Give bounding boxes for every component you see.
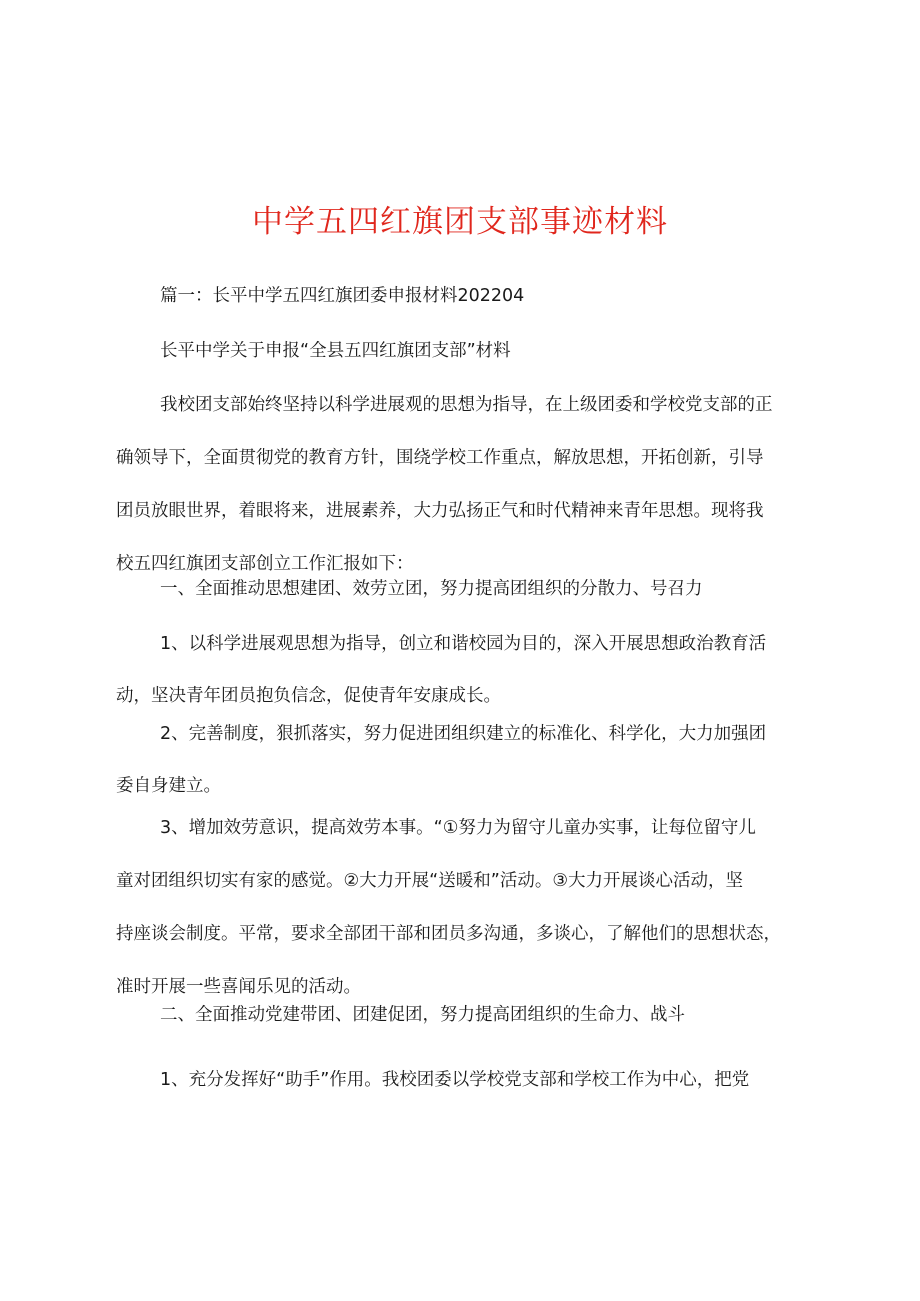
paragraph-line: 1、充分发挥好“助手”作用。我校团委以学校党支部和学校工作为中心，把党 — [160, 1070, 750, 1090]
paragraph-item-3 — [116, 806, 806, 1010]
paragraph-subtitle — [160, 329, 850, 374]
paragraph-line: 长平中学关于申报“全县五四红旗团支部”材料 — [160, 341, 511, 361]
paragraph-line: 二、全面推动党建带团、团建促团，努力提高团组织的生命力、战斗 — [160, 1005, 685, 1025]
paragraph-line: 确领导下，全面贯彻党的教育方针，围绕学校工作重点，解放思想，开拓创新，引导 — [116, 448, 764, 468]
paragraph-section-heading — [160, 274, 850, 319]
paragraph-heading-2 — [160, 993, 850, 1038]
paragraph-heading-1 — [160, 567, 850, 612]
paragraph-line: 篇一：长平中学五四红旗团委申报材料202204 — [160, 286, 525, 306]
paragraph-line: 持座谈会制度。平常，要求全部团干部和团员多沟通，多谈心，了解他们的思想状态， — [116, 924, 781, 944]
paragraph-line: 2、完善制度，狠抓落实，努力促进团组织建立的标准化、科学化，大力加强团 — [160, 724, 767, 744]
paragraph-line: 准时开展一些喜闻乐见的活动。 — [116, 977, 361, 997]
paragraph-line: 我校团支部始终坚持以科学进展观的思想为指导，在上级团委和学校党支部的正 — [160, 395, 773, 415]
paragraph-line: 3、增加效劳意识，提高效劳本事。“①努力为留守儿童办实事，让每位留守儿 — [160, 818, 756, 838]
paragraph-item-2-1 — [160, 1058, 850, 1103]
paragraph-intro — [116, 383, 806, 587]
paragraph-line: 校五四红旗团支部创立工作汇报如下： — [116, 554, 414, 574]
paragraph-line: 童对团组织切实有家的感觉。②大力开展“送暖和”活动。③大力开展谈心活动，坚 — [116, 871, 744, 891]
paragraph-item-1 — [116, 622, 806, 719]
paragraph-line: 团员放眼世界，着眼将来，进展素养，大力弘扬正气和时代精神来青年思想。现将我 — [116, 501, 764, 521]
paragraph-line: 1、以科学进展观思想为指导，创立和谐校园为目的，深入开展思想政治教育活 — [160, 634, 767, 654]
paragraph-line: 一、全面推动思想建团、效劳立团，努力提高团组织的分散力、号召力 — [160, 579, 703, 599]
document-title: 中学五四红旗团支部事迹材料 — [252, 204, 668, 240]
paragraph-line: 委自身建立。 — [116, 776, 221, 796]
paragraph-line: 动，坚决青年团员抱负信念，促使青年安康成长。 — [116, 686, 501, 706]
paragraph-item-2 — [116, 712, 806, 809]
